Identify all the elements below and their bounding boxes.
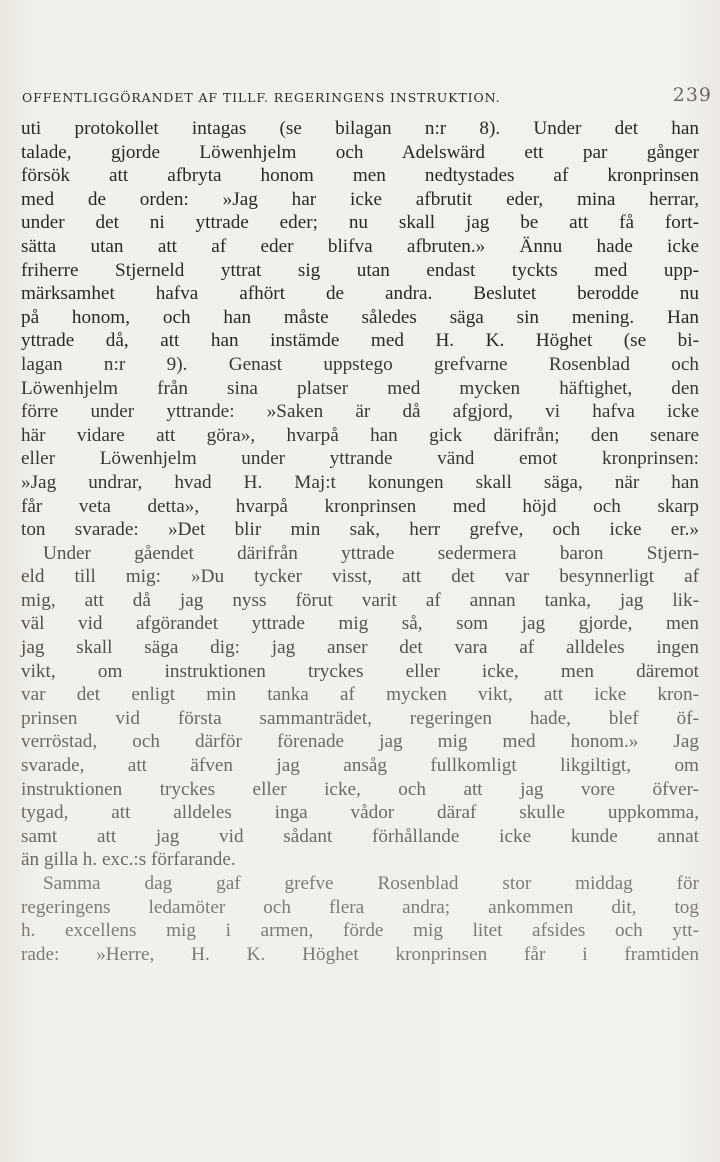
page-header xyxy=(22,84,712,108)
text-line: här vidare att göra», hvarpå han gick därifrån; den senare xyxy=(21,424,699,446)
text-line: yttrade då, att han instämde med H. K. Höghet (se bi- xyxy=(21,330,699,352)
text-line: Samma dag gaf grefve Rosenblad stor middag för xyxy=(43,873,699,894)
text-line: tygad, att alldeles inga vådor däraf skulle uppkomma, xyxy=(21,802,699,824)
text-line: väl vid afgörandet yttrade mig så, som jag gjorde, men xyxy=(21,613,699,635)
text-line: »Jag undrar, hvad H. Maj:t konungen skall säga, när han xyxy=(21,471,699,493)
text-line: var det enligt min tanka af mycken vikt, att icke kron- xyxy=(21,684,699,706)
text-line: får veta detta», hvarpå kronprinsen med höjd och skarp xyxy=(21,495,699,517)
page-number: 239 xyxy=(672,84,712,106)
text-line: svarade, att äfven jag ansåg fullkomligt likgiltigt, om xyxy=(21,755,699,777)
text-line: under det ni yttrade eder; nu skall jag be att få fort- xyxy=(21,212,699,234)
text-line: prinsen vid första sammanträdet, regeringen hade, blef öf- xyxy=(21,707,699,729)
text-line: samt att jag vid sådant förhållande icke kunde annat xyxy=(21,825,699,847)
text-line: lagan n:r 9). Genast uppstego grefvarne Rosenblad och xyxy=(21,353,699,375)
running-head: OFFENTLIGGÖRANDET AF TILLF. REGERINGENS INSTRUKTION. xyxy=(22,90,501,105)
text-line: jag skall säga dig: jag anser det vara af alldeles ingen xyxy=(21,637,699,659)
text-line: med de orden: »Jag har icke afbrutit eder, mina herrar, xyxy=(21,188,699,210)
text-line: vikt, om instruktionen tryckes eller icke, men däremot xyxy=(21,660,699,682)
text-line: Löwenhjelm från sina platser med mycken häftighet, den xyxy=(21,377,699,399)
text-line: sätta utan att af eder blifva afbruten.» Ännu hade icke xyxy=(21,235,699,257)
text-line: på honom, och han måste således säga sin mening. Han xyxy=(21,306,699,328)
text-line: än gilla h. exc.:s förfarande. xyxy=(21,849,236,871)
text-line: Under gåendet därifrån yttrade sedermera baron Stjern- xyxy=(43,542,699,564)
text-line: försök att afbryta honom men nedtystades af kronprinsen xyxy=(21,165,699,187)
text-line: märksamhet hafva afhört de andra. Beslutet berodde nu xyxy=(21,283,699,305)
text-line: mig, att då jag nyss förut varit af annan tanka, jag lik- xyxy=(21,589,699,611)
text-line: eller Löwenhjelm under yttrande vänd emot kronprinsen: xyxy=(21,448,699,470)
body-text xyxy=(21,117,699,966)
text-line: talade, gjorde Löwenhjelm och Adelswärd ett par gånger xyxy=(21,141,699,163)
text-line: h. excellens mig i armen, förde mig litet afsides och ytt- xyxy=(21,920,699,942)
text-line: friherre Stjerneld yttrat sig utan endast tyckts med upp- xyxy=(21,259,699,281)
text-line: instruktionen tryckes eller icke, och att jag vore öfver- xyxy=(21,778,699,800)
text-line: uti protokollet intagas (se bilagan n:r 8). Under det han xyxy=(21,118,699,139)
text-line: förre under yttrande: »Saken är då afgjord, vi hafva icke xyxy=(21,401,699,423)
text-line: rade: »Herre, H. K. Höghet kronprinsen får i framtiden xyxy=(21,943,699,965)
text-line: verröstad, och därför förenade jag mig med honom.» Jag xyxy=(21,731,699,753)
text-line: regeringens ledamöter och flera andra; ankommen dit, tog xyxy=(21,896,699,918)
text-line: eld till mig: »Du tycker visst, att det var besynnerligt af xyxy=(21,566,699,588)
text-line: ton svarade: »Det blir min sak, herr grefve, och icke er.» xyxy=(21,519,699,541)
